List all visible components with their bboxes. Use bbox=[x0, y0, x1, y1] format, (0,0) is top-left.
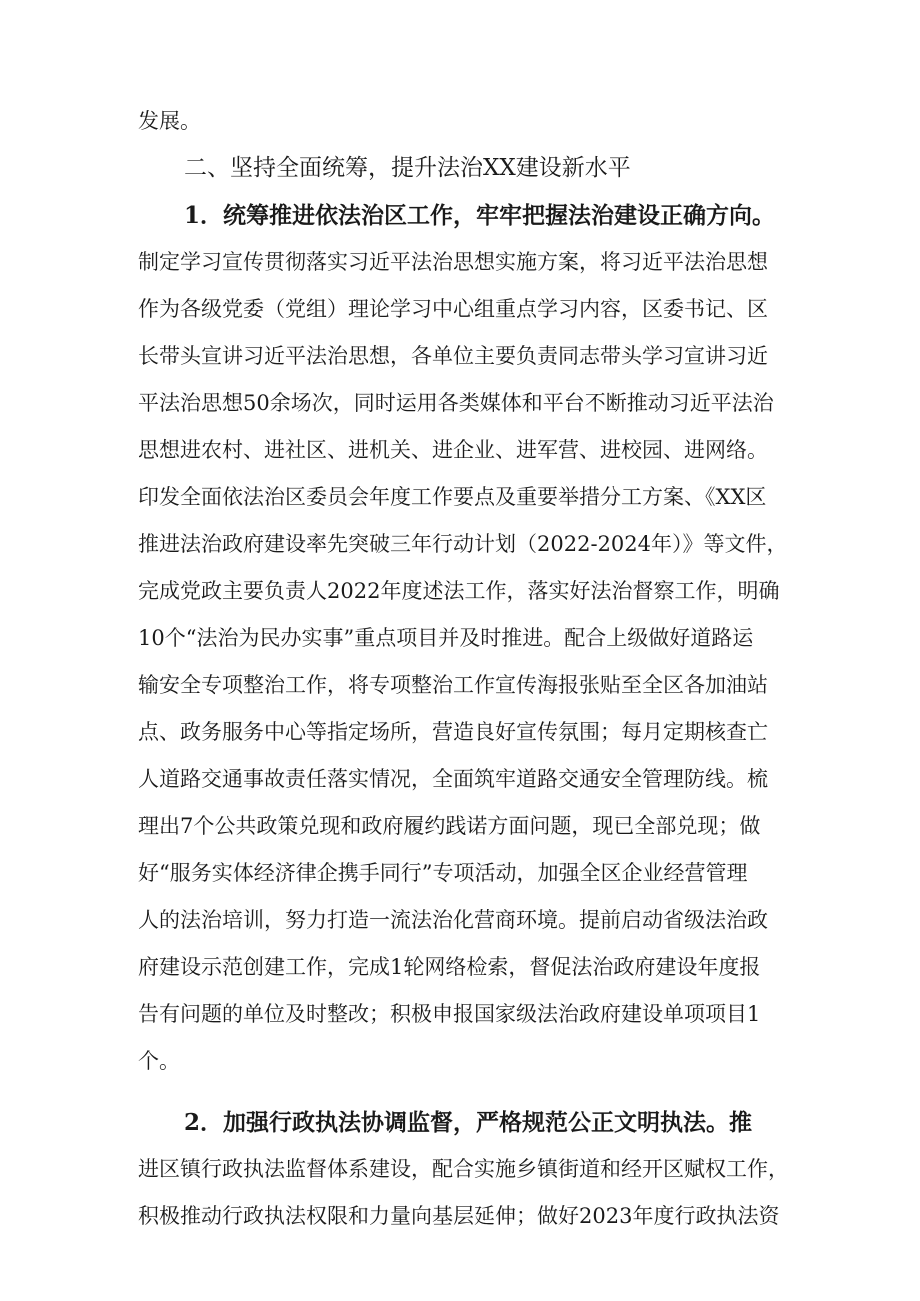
paragraph-line: 完成党政主要负责人2022年度述法工作，落实好法治督察工作，明确 bbox=[138, 579, 780, 603]
document-page bbox=[138, 98, 790, 1240]
paragraph-line: 10个“法治为民办实事”重点项目并及时推进。配合上级做好道路运 bbox=[138, 626, 754, 650]
paragraph-line: 输安全专项整治工作，将专项整治工作宣传海报张贴至全区各加油站 bbox=[138, 673, 768, 697]
paragraph-line: 府建设示范创建工作，完成1轮网络检索，督促法治政府建设年度报 bbox=[138, 955, 761, 979]
paragraph-line: 推进法治政府建设率先突破三年行动计划（2022-2024年）》等文件， bbox=[138, 532, 788, 556]
paragraph-line: 印发全面依法治区委员会年度工作要点及重要举措分工方案、《XX区 bbox=[138, 485, 767, 509]
item-heading: 2．加强行政执法协调监督，严格规范公正文明执法。推 bbox=[184, 1109, 753, 1136]
item-heading: 1．统筹推进依法治区工作，牢牢把握法治建设正确方向。 bbox=[184, 202, 776, 229]
paragraph-line: 人的法治培训，努力打造一流法治化营商环境。提前启动省级法治政 bbox=[138, 908, 768, 932]
paragraph-line: 长带头宣讲习近平法治思想，各单位主要负责同志带头学习宣讲习近 bbox=[138, 344, 768, 368]
paragraph-line: 发展。 bbox=[138, 109, 201, 133]
paragraph-line: 人道路交通事故责任落实情况，全面筑牢道路交通安全管理防线。梳 bbox=[138, 767, 768, 791]
paragraph-gap bbox=[138, 1085, 790, 1099]
paragraph-line: 好“服务实体经济律企携手同行”专项活动，加强全区企业经营管理 bbox=[138, 861, 748, 885]
paragraph-line: 作为各级党委（党组）理论学习中心组重点学习内容，区委书记、区 bbox=[138, 297, 768, 321]
paragraph-line: 平法治思想50余场次，同时运用各类媒体和平台不断推动习近平法治 bbox=[138, 391, 774, 415]
paragraph-line: 积极推动行政执法权限和力量向基层延伸；做好2023年度行政执法资 bbox=[138, 1204, 780, 1228]
paragraph-line: 点、政务服务中心等指定场所，营造良好宣传氛围；每月定期核查亡 bbox=[138, 720, 768, 744]
paragraph-line: 个。 bbox=[138, 1049, 180, 1073]
paragraph-line: 制定学习宣传贯彻落实习近平法治思想实施方案，将习近平法治思想 bbox=[138, 250, 768, 274]
paragraph-line: 理出7个公共政策兑现和政府履约践诺方面问题，现已全部兑现；做 bbox=[138, 814, 761, 838]
paragraph-line: 思想进农村、进社区、进机关、进企业、进军营、进校园、进网络。 bbox=[138, 438, 768, 462]
paragraph-line: 告有问题的单位及时整改；积极申报国家级法治政府建设单项项目1 bbox=[138, 1002, 761, 1026]
paragraph-line: 进区镇行政执法监督体系建设，配合实施乡镇街道和经开区赋权工作， bbox=[138, 1157, 789, 1181]
section-heading: 二、坚持全面统筹，提升法治XX建设新水平 bbox=[184, 155, 631, 181]
